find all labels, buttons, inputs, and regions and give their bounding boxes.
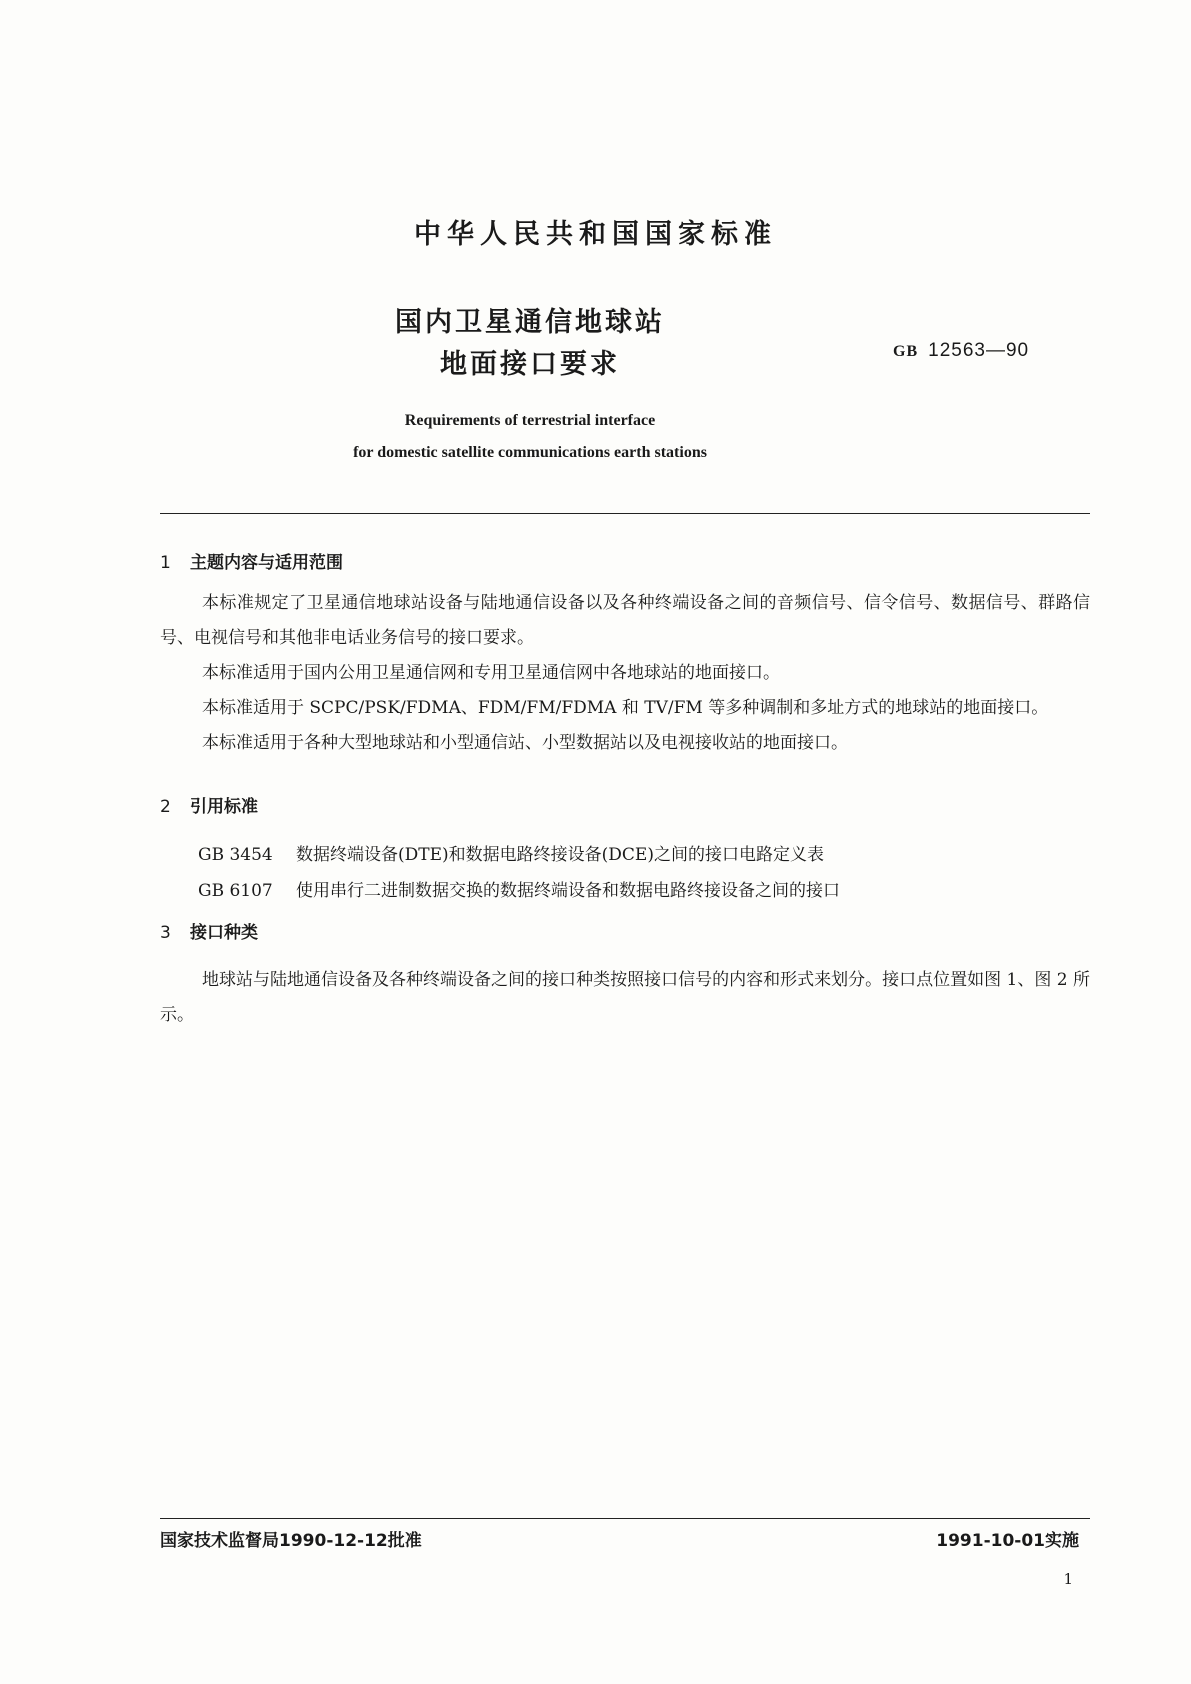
section-title: 主题内容与适用范围 bbox=[190, 553, 343, 573]
section-title: 接口种类 bbox=[190, 923, 258, 943]
reference-code: GB 6107 bbox=[198, 881, 273, 901]
standard-title-line-1: 国内卫星通信地球站 bbox=[395, 307, 665, 338]
section-1-body bbox=[160, 586, 1090, 761]
section-1-heading bbox=[160, 548, 343, 573]
reference-code: GB 3454 bbox=[198, 845, 273, 865]
footer-divider bbox=[160, 1518, 1090, 1519]
reference-item bbox=[198, 840, 824, 865]
approval-note: 国家技术监督局1990-12-12批准 bbox=[160, 1531, 422, 1551]
reference-title: 数据终端设备(DTE)和数据电路终接设备(DCE)之间的接口电路定义表 bbox=[296, 845, 824, 865]
standard-number-value: 12563—90 bbox=[928, 340, 1030, 361]
standard-title-line-2: 地面接口要求 bbox=[440, 349, 620, 380]
section-title: 引用标准 bbox=[190, 797, 258, 817]
standard-prefix: GB bbox=[893, 343, 919, 360]
paragraph: 本标准规定了卫星通信地球站设备与陆地通信设备以及各种终端设备之间的音频信号、信令信号、数据信号、群路信号、电视信号和其他非电话业务信号的接口要求。 bbox=[160, 593, 1090, 648]
section-3-body bbox=[160, 963, 1090, 1033]
effective-date: 1991-10-01实施 bbox=[936, 1531, 1079, 1551]
paragraph: 本标准适用于国内公用卫星通信网和专用卫星通信网中各地球站的地面接口。 bbox=[202, 663, 780, 683]
organization-title: 中华人民共和国国家标准 bbox=[414, 219, 777, 250]
reference-title: 使用串行二进制数据交换的数据终端设备和数据电路终接设备之间的接口 bbox=[296, 881, 840, 901]
paragraph: 本标准适用于 SCPC/PSK/FDMA、FDM/FM/FDMA 和 TV/FM 等多种调制和多址方式的地球站的地面接口。 bbox=[202, 698, 1049, 718]
english-title-line-1: Requirements of terrestrial interface bbox=[404, 412, 656, 429]
english-title-line-2: for domestic satellite communications earth stations bbox=[353, 444, 707, 461]
paragraph: 地球站与陆地通信设备及各种终端设备之间的接口种类按照接口信号的内容和形式来划分。接口点位置如图 1、图 2 所示。 bbox=[160, 970, 1090, 1025]
section-3-heading bbox=[160, 918, 258, 943]
header-divider bbox=[160, 513, 1090, 514]
standard-number bbox=[893, 340, 1029, 362]
standard-title-cn bbox=[330, 302, 730, 386]
standard-title-en bbox=[230, 405, 830, 469]
reference-item bbox=[198, 876, 840, 901]
section-2-heading bbox=[160, 792, 258, 817]
section-number: 3 bbox=[160, 923, 171, 943]
section-number: 2 bbox=[160, 797, 171, 817]
page-number: 1 bbox=[1063, 1570, 1073, 1588]
paragraph: 本标准适用于各种大型地球站和小型通信站、小型数据站以及电视接收站的地面接口。 bbox=[202, 733, 848, 753]
section-number: 1 bbox=[160, 553, 171, 573]
